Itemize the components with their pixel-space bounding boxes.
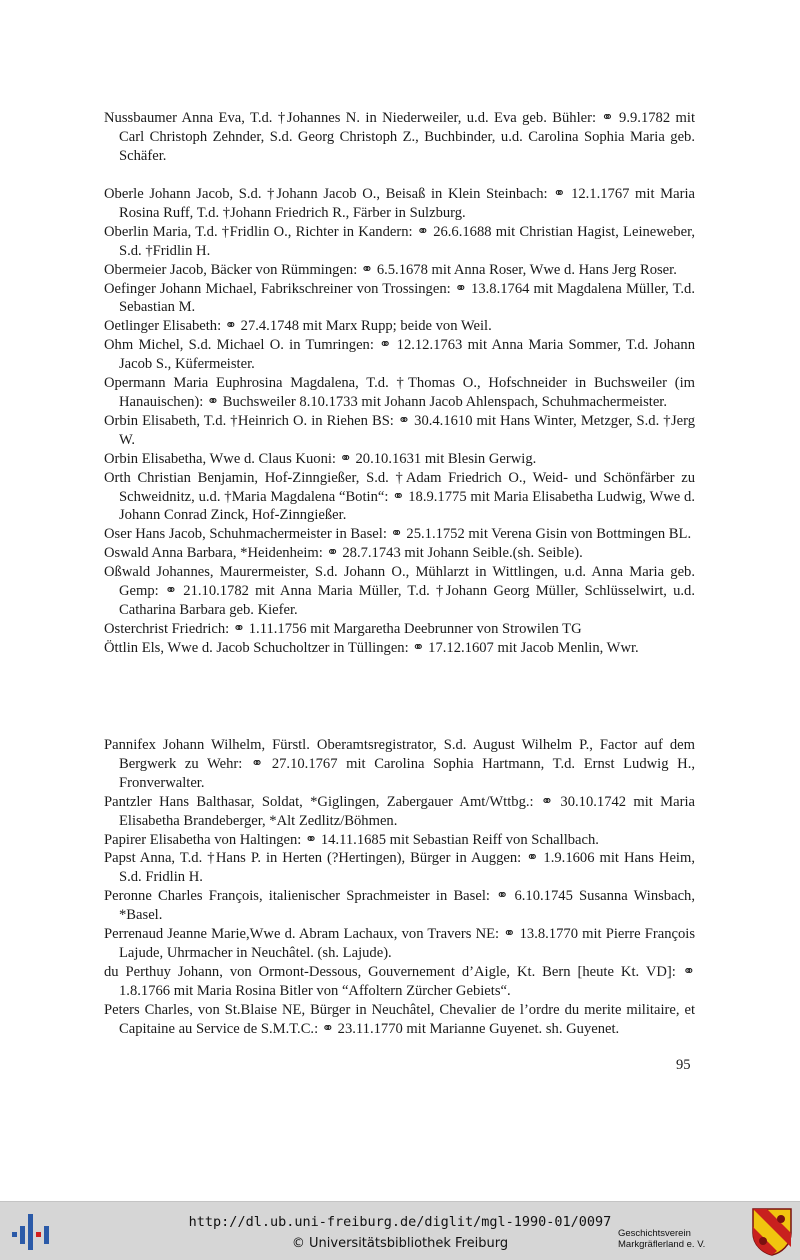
register-entry: Oetlinger Elisabeth: ⚭ 27.4.1748 mit Marx Rupp; beide von Weil. <box>104 318 492 335</box>
page-number: 95 <box>676 1057 691 1073</box>
register-entry: Oberlin Maria, T.d. †Fridlin O., Richter in Kandern: ⚭ 26.6.1688 mit Christian Hagist, Leineweber, S.d. †Fridlin H. <box>104 223 695 259</box>
footer-url[interactable]: http://dl.ub.uni-freiburg.de/diglit/mgl-1990-01/0097 <box>188 1214 612 1230</box>
register-entry: Nussbaumer Anna Eva, T.d. †Johannes N. in Niederweiler, u.d. Eva geb. Bühler: ⚭ 9.9.1782 mit Carl Christoph Zehnder, S.d. Georg Christoph Z., Buchbinder, u.d. Carolina Sophia Maria geb. Schäfer. <box>104 110 695 164</box>
society-name-line2: Markgräflerland e. V. <box>618 1239 706 1250</box>
footer-copyright: © Universitätsbibliothek Freiburg <box>291 1236 509 1251</box>
register-entry: Oßwald Johannes, Maurermeister, S.d. Johann O., Mühlarzt in Wittlingen, u.d. Anna Maria geb. Gemp: ⚭ 21.10.1782 mit Anna Maria Müller, T.d. †Johann Georg Müller, Schlüsselwirt, u.d. Catharina Barbara geb. Kiefer. <box>104 564 695 618</box>
society-name-line1: Geschichtsverein <box>618 1228 691 1239</box>
register-entry: Öttlin Els, Wwe d. Jacob Schucholtzer in Tüllingen: ⚭ 17.12.1607 mit Jacob Menlin, Wwr. <box>104 639 639 656</box>
library-logo-icon <box>10 1210 52 1254</box>
register-entry: Papirer Elisabetha von Haltingen: ⚭ 14.11.1685 mit Sebastian Reiff von Schallbach. <box>104 831 599 848</box>
register-entry: Oser Hans Jacob, Schuhmachermeister in Basel: ⚭ 25.1.1752 mit Verena Gisin von Bottmingen BL. <box>104 526 692 543</box>
register-entry: Orbin Elisabetha, Wwe d. Claus Kuoni: ⚭ 20.10.1631 mit Blesin Gerwig. <box>104 450 537 467</box>
register-entry: Orbin Elisabeth, T.d. †Heinrich O. in Riehen BS: ⚭ 30.4.1610 mit Hans Winter, Metzger, S.d. †Jerg W. <box>104 412 695 448</box>
register-entry: Oswald Anna Barbara, *Heidenheim: ⚭ 28.7.1743 mit Johann Seible.(sh. Seible). <box>104 545 583 562</box>
register-entry: du Perthuy Johann, von Ormont-Dessous, Gouvernement d’Aigle, Kt. Bern [heute Kt. VD]: ⚭ 1.8.1766 mit Maria Rosina Bitler von “Affoltern Zürcher Gebiets“. <box>104 963 695 999</box>
section-p <box>104 736 695 1039</box>
register-entry: Perrenaud Jeanne Marie,Wwe d. Abram Lachaux, von Travers NE: ⚭ 13.8.1770 mit Pierre François Lajude, Uhrmacher in Neuchâtel. (sh. Lajude). <box>104 926 695 961</box>
register-entry: Pannifex Johann Wilhelm, Fürstl. Oberamtsregistrator, S.d. August Wilhelm P., Factor auf dem Bergwerk zu Wehr: ⚭ 27.10.1767 mit Carolina Sophia Hartmann, T.d. Ernst Ludwig H., Fronverwalter. <box>104 737 695 791</box>
register-entry: Obermeier Jacob, Bäcker von Rümmingen: ⚭ 6.5.1678 mit Anna Roser, Wwe d. Hans Jerg Roser. <box>104 261 677 278</box>
register-entry: Ohm Michel, S.d. Michael O. in Tumringen: ⚭ 12.12.1763 mit Anna Maria Sommer, T.d. Johann Jacob S., Küfermeister. <box>104 337 695 373</box>
footer-bar <box>0 1201 800 1260</box>
register-entry: Peters Charles, von St.Blaise NE, Bürger in Neuchâtel, Chevalier de l’ordre du merite militaire, et Capitaine au Service de S.M.T.C.: ⚭ 23.11.1770 mit Marianne Guyenet. sh. Guyenet. <box>104 1001 695 1037</box>
coat-of-arms-icon <box>751 1207 793 1257</box>
register-entry: Opermann Maria Euphrosina Magdalena, T.d. †Thomas O., Hofschneider in Buchsweiler (im Hanauischen): ⚭ Buchsweiler 8.10.1733 mit Johann Jacob Ahlenspach, Schuhmachermeister. <box>104 375 695 410</box>
register-entry: Orth Christian Benjamin, Hof-Zinngießer, S.d. †Adam Friedrich O., Weid- und Schönfärber zu Schweidnitz, u.d. †Maria Magdalena “Botin“: ⚭ 18.9.1775 mit Maria Elisabetha Ludwig, Wwe d. Johann Conrad Zinck, Hof-Zinngießer. <box>104 469 695 524</box>
register-entry: Oberle Johann Jacob, S.d. †Johann Jacob O., Beisaß in Klein Steinbach: ⚭ 12.1.1767 mit Maria Rosina Ruff, T.d. †Johann Friedrich R., Färber in Sulzburg. <box>104 186 695 221</box>
register-entry: Papst Anna, T.d. †Hans P. in Herten (?Hertingen), Bürger in Auggen: ⚭ 1.9.1606 mit Hans Heim, S.d. Fridlin H. <box>104 850 695 886</box>
register-entry: Oefinger Johann Michael, Fabrikschreiner von Trossingen: ⚭ 13.8.1764 mit Magdalena Müller, T.d. Sebastian M. <box>104 280 695 316</box>
society-name <box>618 1228 748 1250</box>
section-o <box>104 185 695 658</box>
register-entry: Pantzler Hans Balthasar, Soldat, *Giglingen, Zabergauer Amt/Wttbg.: ⚭ 30.10.1742 mit Maria Elisabetha Brandeberger, *Alt Zedlitz/Böhmen. <box>104 793 695 829</box>
register-entry: Peronne Charles François, italienischer Sprachmeister in Basel: ⚭ 6.10.1745 Susanna Winsbach, *Basel. <box>104 888 695 924</box>
section-n <box>104 109 695 166</box>
register-entry: Osterchrist Friedrich: ⚭ 1.11.1756 mit Margaretha Deebrunner von Strowilen TG <box>104 620 582 637</box>
